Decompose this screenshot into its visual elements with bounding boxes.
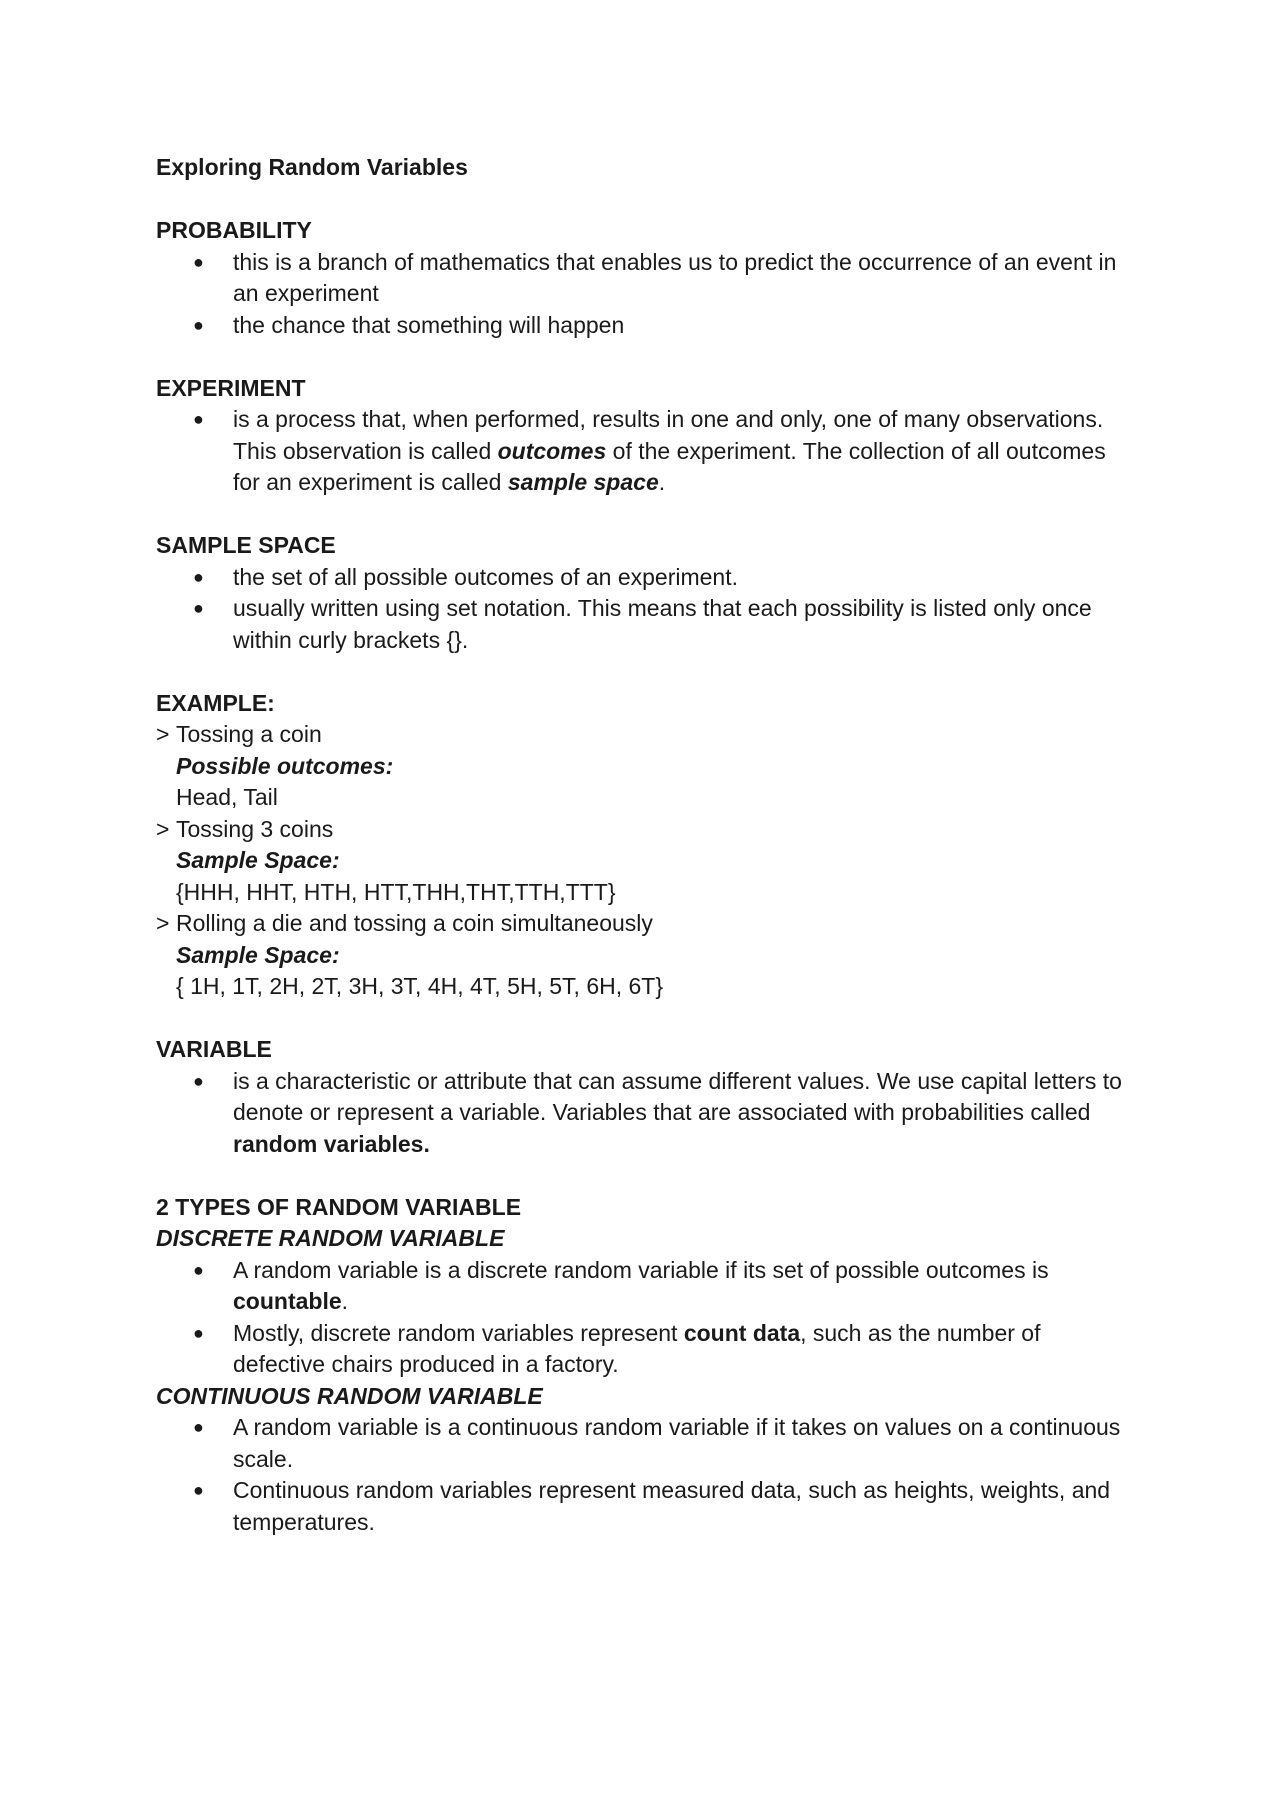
term-countable: countable (233, 1288, 342, 1314)
heading-variable: VARIABLE (156, 1036, 272, 1062)
experiment-list (156, 404, 1136, 499)
list-item (156, 1255, 1136, 1318)
example-case-text: Tossing 3 coins (176, 815, 334, 842)
list-item (156, 593, 1136, 656)
list-item-text: is a process that, when performed, results in one and only, one of many observations. This observation is called (233, 406, 1104, 464)
continuous-list (156, 1412, 1136, 1538)
heading-continuous: CONTINUOUS RANDOM VARIABLE (156, 1382, 543, 1409)
sample-space-list (156, 562, 1136, 657)
heading-sample-space: SAMPLE SPACE (156, 532, 336, 558)
term-outcomes: outcomes (497, 437, 607, 464)
section-sample-space (156, 530, 1136, 656)
list-item (156, 1318, 1136, 1381)
example-case-text: Rolling a die and tossing a coin simultaneously (176, 910, 653, 936)
heading-types: 2 TYPES OF RANDOM VARIABLE (156, 1193, 522, 1220)
probability-list (156, 247, 1136, 342)
bullet-icon: ● (193, 1480, 204, 1500)
bullet-icon: ● (193, 598, 204, 618)
list-item-text: A random variable is a continuous random variable if it takes on values on a continuous scale. (233, 1414, 1121, 1472)
document-title: Exploring Random Variables (156, 154, 468, 180)
list-item (156, 1066, 1136, 1161)
example-marker: > (156, 910, 170, 936)
list-item-text: Continuous random variables represent measured data, such as heights, weights, and temperatures. (233, 1477, 1111, 1535)
section-types (156, 1192, 1136, 1539)
bullet-icon: ● (193, 251, 204, 272)
list-item (156, 247, 1136, 310)
example-label: Sample Space: (176, 847, 340, 873)
example-value: { 1H, 1T, 2H, 2T, 3H, 3T, 4H, 4T, 5H, 5T, 6H, 6T} (176, 973, 664, 999)
list-item-text: of the experiment. The collection of all outcomes for an experiment is called (233, 437, 1106, 495)
variable-list (156, 1066, 1136, 1161)
list-item (156, 562, 1136, 594)
heading-discrete: DISCRETE RANDOM VARIABLE (156, 1225, 505, 1251)
example-value: {HHH, HHT, HTH, HTT,THH,THT,TTH,TTT} (176, 878, 616, 905)
bullet-icon: ● (193, 314, 204, 335)
example-label: Possible outcomes: (176, 752, 394, 779)
example-marker: > (156, 815, 170, 842)
bullet-icon: ● (193, 1417, 204, 1437)
discrete-list (156, 1255, 1136, 1381)
list-item-text: this is a branch of mathematics that enables us to predict the occurrence of an event in an experiment (233, 248, 1117, 306)
example-case (156, 814, 1136, 846)
list-item-text: usually written using set notation. This means that each possibility is listed only once within curly brackets {}. (233, 595, 1092, 653)
term-random-variables: random variables. (233, 1130, 430, 1157)
bullet-icon: ● (193, 566, 204, 587)
example-label: Sample Space: (176, 941, 340, 968)
bullet-icon: ● (193, 1259, 204, 1280)
bullet-icon: ● (193, 1070, 204, 1091)
example-case-text: Tossing a coin (176, 721, 322, 747)
list-item-text: the set of all possible outcomes of an experiment. (233, 563, 739, 590)
bullet-icon: ● (193, 1322, 204, 1343)
list-item-text: , such as the number of defective chairs produced in a factory. (233, 1319, 1041, 1377)
example-case (156, 719, 1136, 751)
example-case (156, 908, 1136, 940)
term-count-data: count data (683, 1319, 801, 1346)
list-item-text: . (658, 469, 666, 495)
section-variable (156, 1034, 1136, 1160)
list-item-text: Mostly, discrete random variables represent (233, 1319, 684, 1346)
list-item (156, 404, 1136, 499)
heading-probability: PROBABILITY (156, 217, 312, 243)
list-item-text: is a characteristic or attribute that can assume different values. We use capital letters to denote or represent a variable. Variables that are associated with probabilities called (233, 1067, 1122, 1125)
section-example (156, 688, 1136, 1003)
heading-example: EXAMPLE: (156, 689, 275, 716)
term-sample-space: sample space (507, 469, 659, 495)
document-page (156, 152, 1136, 1570)
list-item (156, 1475, 1136, 1538)
example-marker: > (156, 721, 170, 747)
list-item-text: A random variable is a discrete random variable if its set of possible outcomes is (233, 1256, 1049, 1283)
list-item-text: . (341, 1288, 349, 1314)
example-value: Head, Tail (176, 784, 278, 810)
bullet-icon: ● (193, 409, 204, 429)
list-item-text: the chance that something will happen (233, 311, 625, 338)
heading-experiment: EXPERIMENT (156, 374, 306, 401)
list-item (156, 1412, 1136, 1475)
list-item (156, 310, 1136, 342)
section-probability (156, 215, 1136, 341)
section-experiment (156, 373, 1136, 499)
